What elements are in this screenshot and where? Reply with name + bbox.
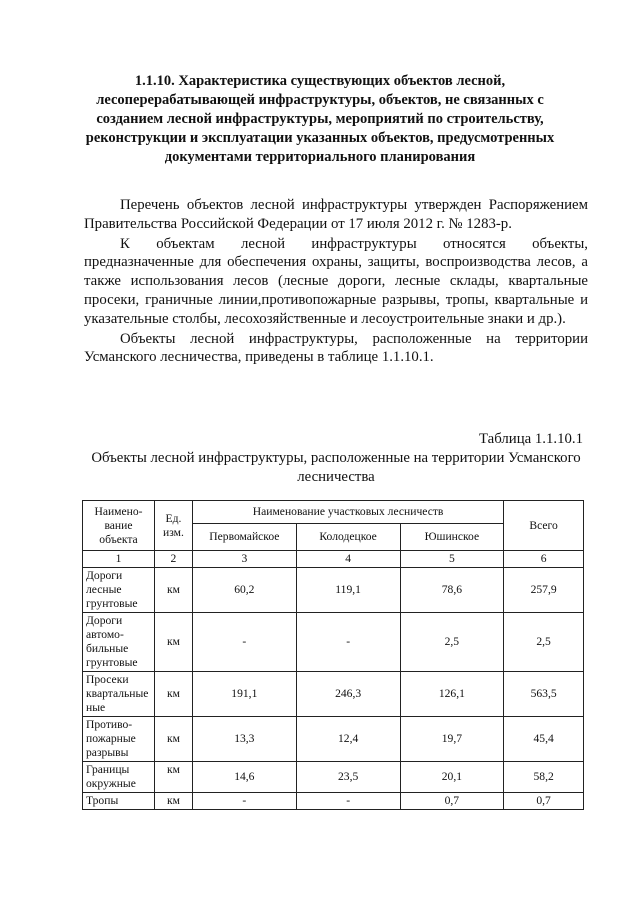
cell-kolodetskoe: 246,3 bbox=[296, 672, 400, 717]
body-text bbox=[84, 196, 588, 367]
cell-yushinskoe: 78,6 bbox=[400, 568, 504, 613]
cell-object-name: Дороги автомо- бильные грунтовые bbox=[83, 613, 155, 672]
paragraph-table-reference: Объекты лесной инфраструктуры, расположенные на территории Усманского лесничества, приведены в таблице 1.1.10.1. bbox=[84, 330, 588, 366]
cell-yushinskoe: 126,1 bbox=[400, 672, 504, 717]
infrastructure-table bbox=[82, 500, 584, 810]
column-number: 6 bbox=[504, 551, 584, 568]
cell-total: 45,4 bbox=[504, 717, 584, 762]
cell-unit: км bbox=[154, 568, 192, 613]
cell-kolodetskoe: - bbox=[296, 613, 400, 672]
cell-kolodetskoe: 12,4 bbox=[296, 717, 400, 762]
cell-total: 2,5 bbox=[504, 613, 584, 672]
table-row bbox=[83, 672, 584, 717]
section-heading bbox=[70, 72, 570, 167]
header-object-name: Наимено- вание объекта bbox=[83, 501, 155, 551]
cell-object-name: Просеки квартальные ные bbox=[83, 672, 155, 717]
cell-unit: км bbox=[154, 717, 192, 762]
column-number: 4 bbox=[296, 551, 400, 568]
heading-line: созданием лесной инфраструктуры, мероприятий по строительству, bbox=[96, 111, 544, 127]
column-number: 1 bbox=[83, 551, 155, 568]
cell-total: 563,5 bbox=[504, 672, 584, 717]
heading-line: реконструкции и эксплуатации указанных объектов, предусмотренных bbox=[85, 130, 555, 146]
cell-object-name: Границы окружные bbox=[83, 762, 155, 793]
cell-total: 257,9 bbox=[504, 568, 584, 613]
cell-kolodetskoe: - bbox=[296, 793, 400, 810]
heading-line: лесоперерабатывающей инфраструктуры, объектов, не связанных с bbox=[96, 92, 544, 108]
cell-yushinskoe: 2,5 bbox=[400, 613, 504, 672]
heading-line: 1.1.10. Характеристика существующих объектов лесной, bbox=[134, 73, 506, 89]
cell-unit: км bbox=[154, 613, 192, 672]
cell-yushinskoe: 19,7 bbox=[400, 717, 504, 762]
cell-yushinskoe: 20,1 bbox=[400, 762, 504, 793]
table-row bbox=[83, 793, 584, 810]
header-districts-group: Наименование участковых лесничеств bbox=[192, 501, 503, 524]
cell-total: 58,2 bbox=[504, 762, 584, 793]
table-header-row bbox=[83, 501, 584, 524]
table-row bbox=[83, 568, 584, 613]
table-number-label: Таблица 1.1.10.1 bbox=[479, 431, 583, 447]
cell-object-name: Тропы bbox=[83, 793, 155, 810]
header-district: Первомайское bbox=[192, 524, 296, 551]
column-number: 3 bbox=[192, 551, 296, 568]
paragraph-decree: Перечень объектов лесной инфраструктуры утвержден Распоряжением Правительства Российской Федерации от 17 июля 2012 г. № 1283-р. bbox=[84, 197, 588, 232]
header-total: Всего bbox=[504, 501, 584, 551]
cell-pervomayskoe: - bbox=[192, 793, 296, 810]
cell-unit: км bbox=[154, 793, 192, 810]
header-unit: Ед. изм. bbox=[154, 501, 192, 551]
cell-kolodetskoe: 23,5 bbox=[296, 762, 400, 793]
table-caption-line: лесничества bbox=[297, 468, 375, 485]
header-district: Юшинское bbox=[400, 524, 504, 551]
heading-line: документами территориального планирования bbox=[164, 149, 476, 165]
header-district: Колодецкое bbox=[296, 524, 400, 551]
cell-pervomayskoe: 191,1 bbox=[192, 672, 296, 717]
table-caption bbox=[84, 449, 588, 486]
column-number: 5 bbox=[400, 551, 504, 568]
table-row bbox=[83, 613, 584, 672]
cell-unit: км bbox=[154, 762, 192, 793]
cell-total: 0,7 bbox=[504, 793, 584, 810]
cell-pervomayskoe: 14,6 bbox=[192, 762, 296, 793]
table-row bbox=[83, 717, 584, 762]
cell-object-name: Дороги лесные грунтовые bbox=[83, 568, 155, 613]
cell-kolodetskoe: 119,1 bbox=[296, 568, 400, 613]
cell-pervomayskoe: - bbox=[192, 613, 296, 672]
cell-unit: км bbox=[154, 672, 192, 717]
paragraph-objects-definition: К объектам лесной инфраструктуры относятся объекты, предназначенные для обеспечения охраны, защиты, воспроизводства лесов, а также использования лесов (лесные дороги, лесные склады, квартальные просеки, граничные линии,противопожарные разрывы, тропы, квартальные и указательные столбы, лесохозяйственные и лесоустроительные знаки и др.). bbox=[84, 235, 588, 327]
cell-pervomayskoe: 13,3 bbox=[192, 717, 296, 762]
table-caption-line: Объекты лесной инфраструктуры, расположенные на территории Усманского bbox=[91, 450, 581, 466]
column-number: 2 bbox=[154, 551, 192, 568]
cell-object-name: Противо- пожарные разрывы bbox=[83, 717, 155, 762]
cell-yushinskoe: 0,7 bbox=[400, 793, 504, 810]
table-row bbox=[83, 762, 584, 793]
cell-pervomayskoe: 60,2 bbox=[192, 568, 296, 613]
column-number-row bbox=[83, 551, 584, 568]
